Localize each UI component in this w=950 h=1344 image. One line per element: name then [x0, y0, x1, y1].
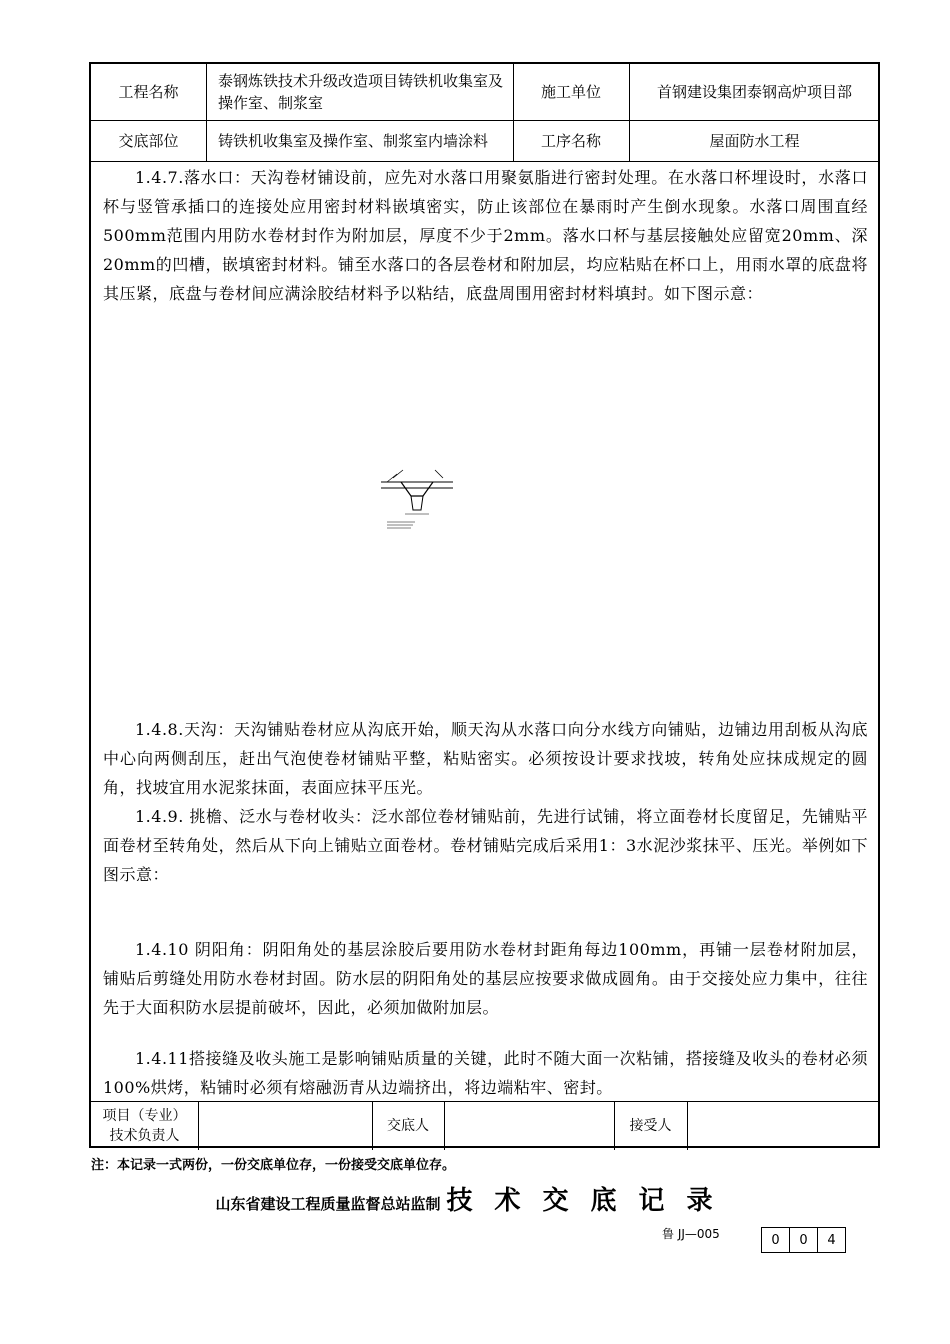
- table-divider: [687, 1101, 688, 1150]
- project-name-value: 泰钢炼铁技术升级改造项目铸铁机收集室及操作室、制浆室: [218, 72, 504, 112]
- record-note: 注：本记录一式两份，一份交底单位存，一份接受交底单位存。: [91, 1158, 456, 1173]
- construction-unit-value: 首钢建设集团泰钢高炉项目部: [656, 83, 852, 101]
- tech-lead-label: 项目（专业）技术负责人: [102, 1107, 187, 1144]
- project-name-label: 工程名称: [118, 83, 179, 101]
- receiver-label: 接受人: [629, 1117, 672, 1134]
- page-digit: 4: [817, 1227, 846, 1253]
- location-label: 交底部位: [118, 131, 179, 150]
- paragraph-corners: 1.4.10 阴阳角：阴阳角处的基层涂胶后要用防水卷材封距角每边100mm，再铺一层卷材附加层，铺贴后剪缝处用防水卷材封固。防水层的阴阳角处的基层应按要求做成圆角。由于交接处应力集中，往往先于大面积防水层提前破坏，因此，必须加做附加层。: [103, 940, 868, 1017]
- table-divider: [198, 1101, 199, 1150]
- paragraph-drain-outlet: 1.4.7.落水口：天沟卷材铺设前，应先对水落口用聚氨脂进行密封处理。在水落口杯埋设时，水落口杯与竖管承插口的连接处应用密封材料嵌填密实，防止该部位在暴雨时产生倒水现象。水落口周围直经500mm范围内用防水卷材封作为附加层，厚度不少于2mm。落水口杯与基层接触处应留宽20mm、深20mm的凹槽，嵌填密封材料。铺至水落口的各层卷材和附加层，均应粘贴在杯口上，用雨水罩的底盘将其压紧，底盘与卷材间应满涂胶结材料予以粘结，底盘周围用密封材料填封。如下图示意：: [103, 168, 868, 303]
- paragraph-gutter: 1.4.8.天沟：天沟铺贴卷材应从沟底开始，顺天沟从水落口向分水线方向铺贴，边铺边用刮板从沟底中心向两侧刮压，赶出气泡使卷材铺贴平整，粘贴密实。必须按设计要求找坡，转角处应抹成规定的圆角，找坡宜用水泥浆抹面，表面应抹平压光。: [103, 720, 868, 797]
- paragraph-eaves-flashing: 1.4.9. 挑檐、泛水与卷材收头：泛水部位卷材铺贴前，先进行试铺，将立面卷材长度留足，先铺贴平面卷材至转角处，然后从下向上铺贴立面卷材。卷材铺贴完成后采用1：3水泥沙浆抹平、压光。举例如下图示意：: [103, 807, 868, 884]
- briefer-label: 交底人: [387, 1117, 429, 1134]
- paragraph-lap-joints: 1.4.11搭接缝及收头施工是影响铺贴质量的关键，此时不随大面一次粘铺，搭接缝及收头的卷材必须100%烘烤，粘铺时必须有熔融沥青从边端挤出，将边端粘牢、密封。: [103, 1049, 868, 1097]
- footer-organization: 山东省建设工程质量监督总站监制: [215, 1195, 441, 1213]
- page-number-boxes: [761, 1227, 845, 1253]
- location-value: 铸铁机收集室及操作室、制浆室内墙涂料: [218, 131, 489, 150]
- process-value: 屋面防水工程: [709, 131, 800, 150]
- table-divider: [444, 1101, 445, 1150]
- document-title: 技术交底记录: [446, 1186, 735, 1216]
- process-label: 工序名称: [540, 131, 601, 150]
- form-code: 鲁 JJ—005: [662, 1227, 720, 1241]
- page-digit: 0: [761, 1227, 790, 1253]
- table-divider: [91, 161, 878, 162]
- construction-unit-label: 施工单位: [540, 83, 601, 101]
- drain-outlet-diagram: [373, 452, 463, 532]
- footer: [0, 1180, 950, 1217]
- record-table: [89, 62, 880, 1148]
- page-digit: 0: [789, 1227, 818, 1253]
